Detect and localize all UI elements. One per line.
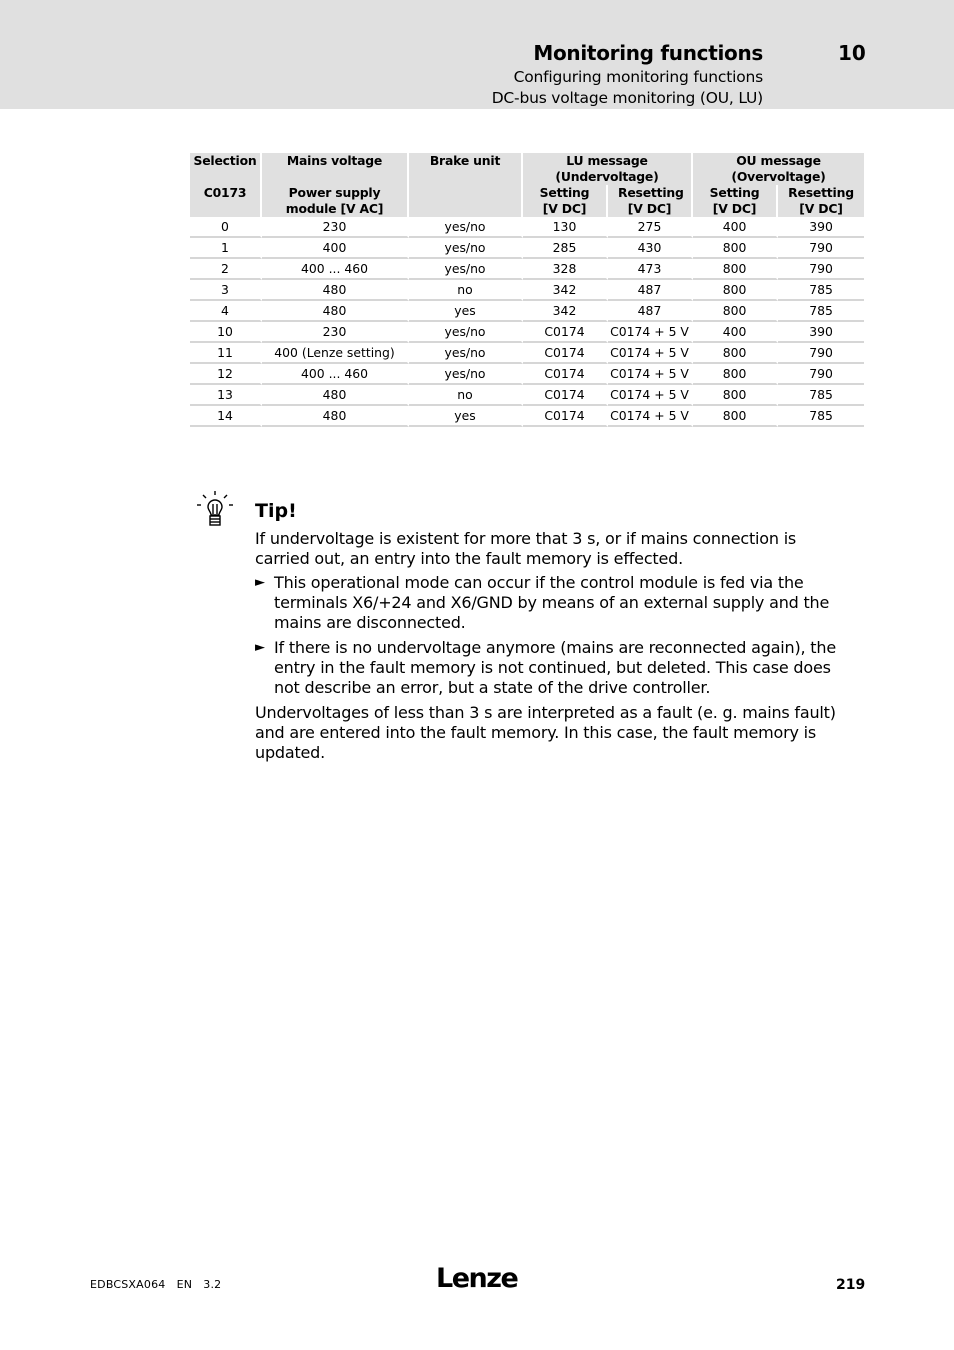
table-cell: 230 — [262, 322, 409, 343]
table-cell: 328 — [523, 259, 608, 280]
table-cell: 12 — [190, 364, 262, 385]
table-row — [190, 280, 864, 301]
table-cell: 10 — [190, 322, 262, 343]
table-cell: 790 — [778, 238, 864, 259]
subsection-subtitle: DC-bus voltage monitoring (OU, LU) — [491, 89, 763, 107]
table-cell: C0174 — [523, 406, 608, 427]
table-cell: C0174 — [523, 385, 608, 406]
table-cell: 400 ... 460 — [262, 259, 409, 280]
table-cell: C0174 — [523, 343, 608, 364]
table-row — [190, 364, 864, 385]
bullet-arrow-icon: ► — [255, 640, 265, 655]
table-cell: 390 — [778, 217, 864, 238]
bullet-arrow-icon: ► — [255, 575, 265, 590]
lenze-logo: Lenze — [436, 1263, 518, 1294]
table-row — [190, 301, 864, 322]
table-cell: C0174 — [523, 322, 608, 343]
section-subtitle: Configuring monitoring functions — [513, 68, 763, 86]
table-cell: 800 — [693, 238, 778, 259]
table-row — [190, 259, 864, 280]
table-row — [190, 406, 864, 427]
table-cell: 800 — [693, 406, 778, 427]
table-cell: 480 — [262, 301, 409, 322]
table-cell: 342 — [523, 280, 608, 301]
table-cell: no — [409, 385, 523, 406]
table-cell: C0174 + 5 V — [608, 322, 693, 343]
table-cell: C0174 + 5 V — [608, 385, 693, 406]
tip-bullet-text: If there is no undervoltage anymore (mains are reconnected again), the entry in the fault memory is not continued, but deleted. This case does not describe an error, but a state of the drive controller. — [274, 638, 836, 697]
table-cell: 790 — [778, 259, 864, 280]
table-cell: yes/no — [409, 364, 523, 385]
table-cell: C0174 + 5 V — [608, 343, 693, 364]
table-cell: 3 — [190, 280, 262, 301]
table-cell: 130 — [523, 217, 608, 238]
page-number: 219 — [836, 1277, 866, 1293]
page-title: Monitoring functions — [533, 41, 763, 65]
table-cell: 473 — [608, 259, 693, 280]
tip-paragraph: Undervoltages of less than 3 s are interpreted as a fault (e. g. mains fault) and are entered into the fault memory. In this case, the fault memory is updated. — [255, 703, 836, 762]
table-cell: yes/no — [409, 322, 523, 343]
col-mains-voltage: Mains voltage — [262, 153, 409, 185]
table-row — [190, 217, 864, 238]
col-ou-resetting: Resetting [V DC] — [778, 185, 864, 217]
col-lu-setting: Setting [V DC] — [523, 185, 608, 217]
col-lu-message: LU message (Undervoltage) — [523, 153, 693, 185]
col-brake-unit: Brake unit — [409, 153, 523, 217]
table-cell: no — [409, 280, 523, 301]
table-cell: 785 — [778, 280, 864, 301]
table-cell: 0 — [190, 217, 262, 238]
table-cell: C0174 — [523, 364, 608, 385]
table-cell: 800 — [693, 301, 778, 322]
col-ou-setting: Setting [V DC] — [693, 185, 778, 217]
tip-body — [255, 529, 855, 767]
table-cell: 1 — [190, 238, 262, 259]
table-cell: 390 — [778, 322, 864, 343]
table-body — [190, 217, 864, 427]
table-cell: 487 — [608, 301, 693, 322]
table-cell: 230 — [262, 217, 409, 238]
table-cell: 480 — [262, 406, 409, 427]
tip-bullet — [255, 638, 855, 698]
table-cell: 400 ... 460 — [262, 364, 409, 385]
table-cell: 2 — [190, 259, 262, 280]
table-cell: 285 — [523, 238, 608, 259]
table-cell: yes/no — [409, 217, 523, 238]
table-cell: 400 — [693, 217, 778, 238]
tip-title: Tip! — [255, 500, 297, 522]
table-cell: 430 — [608, 238, 693, 259]
table-cell: 790 — [778, 364, 864, 385]
table-cell: 487 — [608, 280, 693, 301]
table-cell: 800 — [693, 280, 778, 301]
table-cell: 785 — [778, 301, 864, 322]
table-cell: yes — [409, 406, 523, 427]
table-cell: 400 — [693, 322, 778, 343]
table-cell: 480 — [262, 280, 409, 301]
table-cell: 800 — [693, 364, 778, 385]
lightbulb-icon — [196, 490, 234, 528]
col-ou-message: OU message (Overvoltage) — [693, 153, 864, 185]
voltage-threshold-table — [190, 153, 864, 427]
chapter-number: 10 — [838, 41, 866, 65]
table-row — [190, 322, 864, 343]
document-id: EDBCSXA064 EN 3.2 — [90, 1278, 222, 1291]
col-lu-resetting: Resetting [V DC] — [608, 185, 693, 217]
table-cell: yes/no — [409, 238, 523, 259]
col-power-supply-module: Power supply module [V AC] — [262, 185, 409, 217]
table-cell: 480 — [262, 385, 409, 406]
table-cell: 800 — [693, 343, 778, 364]
table-cell: 785 — [778, 406, 864, 427]
table-cell: 800 — [693, 259, 778, 280]
table-cell: yes/no — [409, 343, 523, 364]
table-cell: 400 — [262, 238, 409, 259]
table-cell: 785 — [778, 385, 864, 406]
table-cell: 800 — [693, 385, 778, 406]
tip-bullet-text: This operational mode can occur if the control module is fed via the terminals X6/+24 and X6/GND by means of an external supply and the mains are disconnected. — [274, 573, 830, 632]
table-cell: yes/no — [409, 259, 523, 280]
tip-paragraph: If undervoltage is existent for more that 3 s, or if mains connection is carried out, an entry into the fault memory is effected. — [255, 529, 797, 568]
tip-bullet — [255, 573, 855, 633]
table-cell: C0174 + 5 V — [608, 406, 693, 427]
table-cell: 400 (Lenze setting) — [262, 343, 409, 364]
table-cell: 11 — [190, 343, 262, 364]
table-cell: 342 — [523, 301, 608, 322]
col-selection-code: C0173 — [190, 185, 262, 217]
table-cell: yes — [409, 301, 523, 322]
table-cell: C0174 + 5 V — [608, 364, 693, 385]
table-cell: 14 — [190, 406, 262, 427]
table-cell: 4 — [190, 301, 262, 322]
table-row — [190, 385, 864, 406]
table-cell: 790 — [778, 343, 864, 364]
col-selection: Selection — [190, 153, 262, 185]
header-band — [0, 0, 954, 109]
table-row — [190, 343, 864, 364]
table-row — [190, 238, 864, 259]
table-cell: 275 — [608, 217, 693, 238]
table-cell: 13 — [190, 385, 262, 406]
